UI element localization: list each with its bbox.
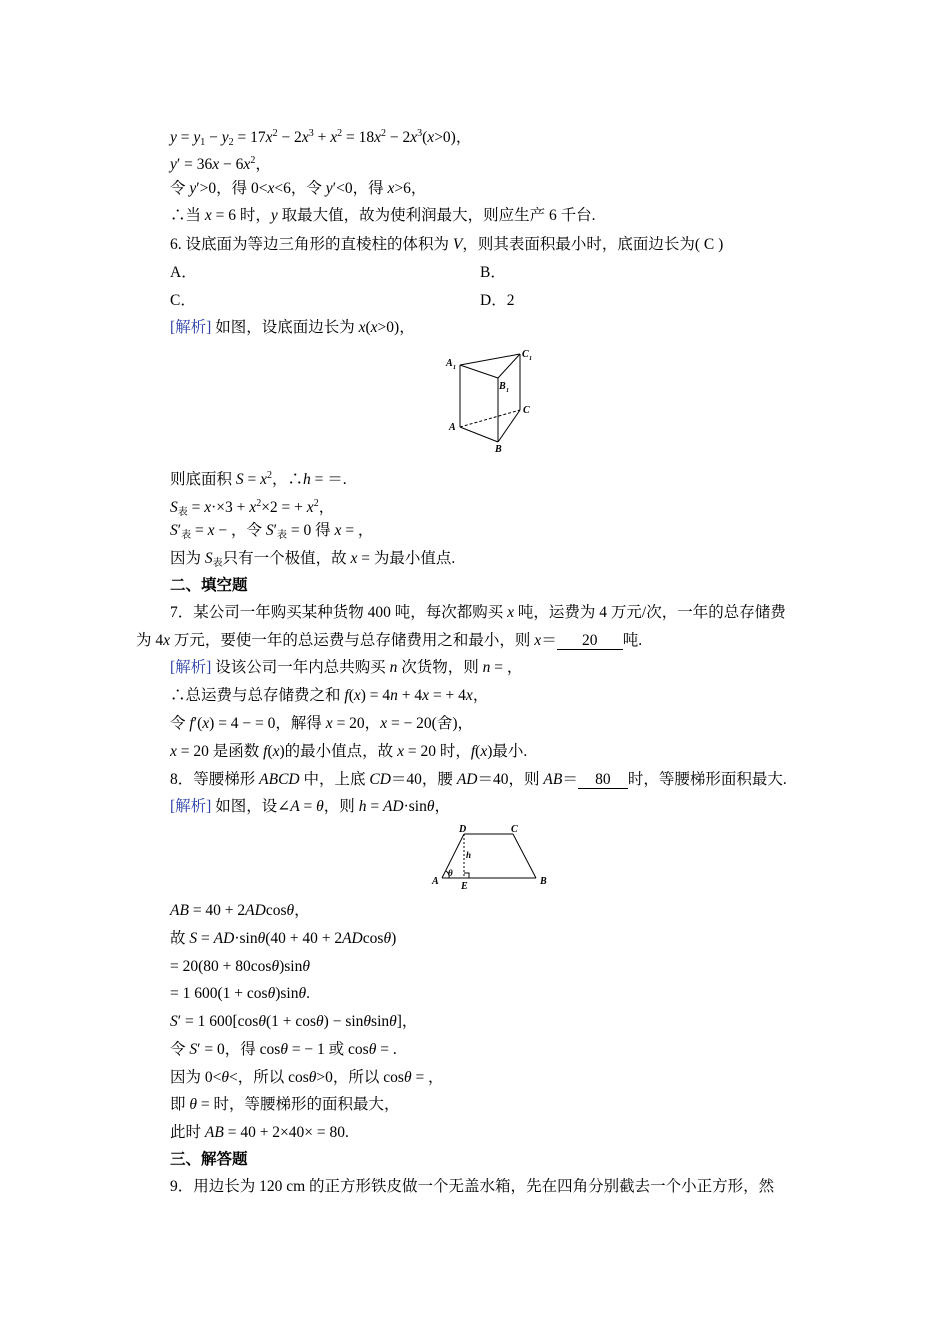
solution-line-derivative: $y' = 36x - 6x^2$， bbox=[170, 155, 271, 173]
option-a: A． bbox=[170, 264, 197, 281]
q7-cost-function: ∴总运费与总存储费之和 f(x) = 4n + 4x = + 4x， bbox=[170, 687, 489, 704]
label-b: B bbox=[540, 876, 547, 887]
q8-analysis-intro: [解析] 如图，设∠A = θ，则 h = AD·sinθ， bbox=[170, 798, 450, 815]
analysis-tag: [解析] bbox=[170, 798, 212, 815]
svg-text:1: 1 bbox=[453, 365, 456, 371]
analysis-tag: [解析] bbox=[170, 319, 212, 336]
label-h: h bbox=[466, 850, 472, 860]
answer-blank-q8: 80 bbox=[578, 771, 628, 789]
label-b1: B bbox=[499, 381, 506, 392]
label-c1: C bbox=[522, 349, 529, 360]
answer-blank-q7: 20 bbox=[557, 632, 623, 650]
label-a1: A bbox=[446, 358, 453, 369]
analysis-tag: [解析] bbox=[170, 659, 212, 676]
option-d: D．2 bbox=[480, 292, 515, 309]
q7-analysis-intro: [解析] 设该公司一年内总共购买 n 次货物，则 n = ， bbox=[170, 659, 523, 676]
q8-area-expression: 故 S = AD·sinθ(40 + 40 + 2ADcosθ) bbox=[170, 930, 397, 947]
q8-result: 此时 AB = 40 + 2×40× = 80. bbox=[170, 1124, 349, 1141]
option-c: C． bbox=[170, 292, 196, 309]
q8-solve: 令 S′ = 0，得 cosθ = − 1 或 cosθ = . bbox=[170, 1041, 397, 1058]
label-e: E bbox=[461, 881, 468, 892]
solution-line-sign-analysis: 令 y′>0，得 0<x<6，令 y′<0，得 x>6， bbox=[170, 180, 427, 197]
q8-area-step-3: = 1 600(1 + cosθ)sinθ. bbox=[170, 985, 310, 1002]
q8-derivative: S′ = 1 600[cosθ(1 + cosθ) − sinθsinθ]， bbox=[170, 1013, 418, 1030]
trapezoid-figure bbox=[428, 822, 558, 892]
q7-derivative: 令 f′(x) = 4 − = 0，解得 x = 20，x = − 20(舍)， bbox=[170, 715, 474, 732]
q8-max-condition: 即 θ = 时，等腰梯形的面积最大， bbox=[170, 1096, 400, 1113]
prism-figure bbox=[440, 345, 545, 455]
label-a: A bbox=[449, 422, 456, 433]
solution-line-conclusion: ∴当 x = 6 时，y 取最大值，故为使利润最大，则应生产 6 千台. bbox=[170, 207, 596, 224]
question-7-cont: 为 4x 万元，要使一年的总运费与总存储费用之和最小，则 x＝ 20 吨. bbox=[136, 632, 643, 649]
section-heading-solutions: 三、解答题 bbox=[170, 1151, 248, 1168]
label-c: C bbox=[523, 405, 530, 416]
question-6: 6. 设底面为等边三角形的直棱柱的体积为 V，则其表面积最小时，底面边长为( C ) bbox=[170, 236, 724, 253]
q6-surface-area: $S_表 = x\cdot\times 3 + x^2\times 2$ = + $x^2$， bbox=[170, 498, 335, 518]
svg-text:1: 1 bbox=[529, 356, 532, 362]
q8-ab-expression: AB = 40 + 2ADcosθ， bbox=[170, 902, 310, 919]
label-b: B bbox=[495, 444, 502, 455]
question-9: 9．用边长为 120 cm 的正方形铁皮做一个无盖水箱，先在四角分别截去一个小正方形，然 bbox=[170, 1178, 775, 1195]
q8-area-step-2: = 20(80 + 80cosθ)sinθ bbox=[170, 958, 310, 975]
label-d: D bbox=[459, 824, 467, 835]
q7-conclusion: x = 20 是函数 f(x)的最小值点，故 x = 20 时，f(x)最小. bbox=[170, 743, 528, 760]
label-theta: θ bbox=[448, 868, 453, 878]
q6-analysis-intro: [解析] 如图，设底面边长为 x(x>0)， bbox=[170, 319, 415, 336]
q6-derivative: $S'_表 = x$ − ，令 $S'_表 = 0$ 得 x = ， bbox=[170, 522, 374, 541]
q6-base-area: 则底面积 $S = x^2$，∴h = ＝. bbox=[170, 470, 347, 488]
q6-conclusion: 因为 $S_表$只有一个极值，故 x = 为最小值点. bbox=[170, 550, 456, 569]
section-heading-fill-in: 二、填空题 bbox=[170, 577, 248, 594]
solution-line-y-equation: $y = y_1 - y_2 = 17x^2 - 2x^3 + x^2 = 18x^2 - 2x^3(x>0)$， bbox=[170, 128, 472, 148]
question-8: 8．等腰梯形 ABCD 中，上底 CD＝40，腰 AD＝40，则 AB＝ 80 时，等腰梯形面积最大. bbox=[170, 771, 787, 788]
label-c: C bbox=[511, 824, 518, 835]
label-a: A bbox=[432, 876, 439, 887]
svg-text:1: 1 bbox=[506, 388, 509, 394]
question-7: 7．某公司一年购买某种货物 400 吨，每次都购买 x 吨，运费为 4 万元/次，一年的总存储费 bbox=[170, 604, 786, 621]
q8-range: 因为 0<θ<，所以 cosθ>0，所以 cosθ = ， bbox=[170, 1069, 444, 1086]
option-b: B． bbox=[480, 264, 506, 281]
